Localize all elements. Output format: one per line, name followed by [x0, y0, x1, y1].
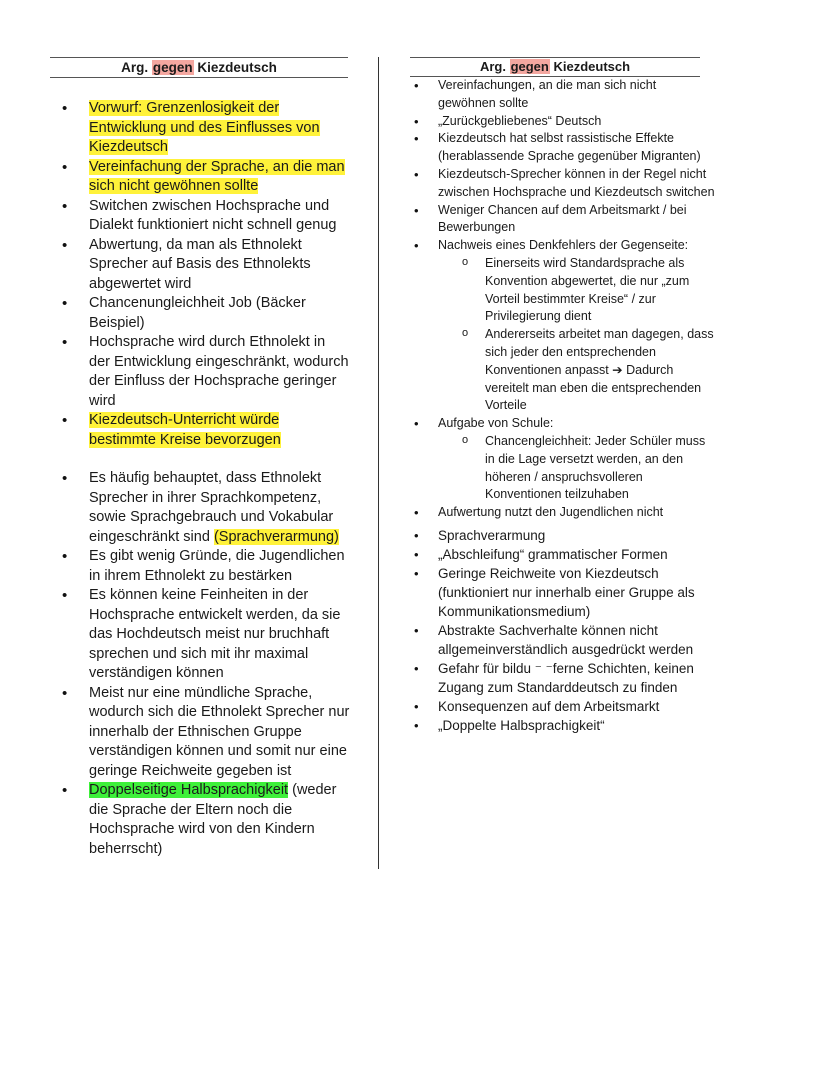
- list-item: • Vereinfachung der Sprache, an die man sich nicht gewöhnen sollte: [50, 158, 350, 197]
- list-item: • Vereinfachungen, an die man sich nicht gewöhnen sollte: [410, 77, 715, 113]
- left-header-prefix: Arg.: [121, 60, 149, 75]
- sub-list-item: o Einerseits wird Standardsprache als Konvention abgewertet, die nur „zum Vorteil bestimmter Kreise“ / zur Privilegierung dient: [438, 255, 715, 326]
- list-item: • Vorwurf: Grenzenlosigkeit der Entwicklung und des Einflusses von Kiezdeutsch: [50, 99, 350, 158]
- right-header-highlight: gegen: [510, 59, 549, 74]
- left-header: [50, 57, 348, 78]
- list-item: • Meist nur eine mündliche Sprache, wodurch sich die Ethnolekt Sprecher nur innerhalb der Ethnischen Gruppe verständigen können und somit nur eine geringe Reichweite gegeben ist: [50, 684, 350, 782]
- list-item: • Es können keine Feinheiten in der Hochsprache entwickelt werden, da sie das Hochdeutsch meist nur bruchhaft sprechen und sich mit ihr maximal verständigen können: [50, 586, 350, 684]
- right-column: [410, 57, 715, 735]
- left-list: [50, 99, 350, 859]
- list-item: • Konsequenzen auf dem Arbeitsmarkt: [410, 697, 715, 716]
- list-item: • Aufgabe von Schule: o Chancengleichheit: Jeder Schüler muss in die Lage versetzt werden, an den höheren / anspruchsvolleren Konventionen teilzuhaben: [410, 415, 715, 504]
- sub-list-item: o Chancengleichheit: Jeder Schüler muss in die Lage versetzt werden, an den höheren / anspruchsvolleren Konventionen teilzuhaben: [438, 433, 715, 504]
- right-list: [410, 77, 715, 735]
- sub-list: [438, 255, 715, 415]
- list-item: • Es häufig behauptet, dass Ethnolekt Sprecher in ihrer Sprachkompetenz, sowie Sprachgebrauch und Vokabular eingeschränkt sind (Sprachverarmung): [50, 469, 350, 547]
- list-item: • Kiezdeutsch-Sprecher können in der Regel nicht zwischen Hochsprache und Kiezdeutsch switchen: [410, 166, 715, 202]
- list-item: • Aufwertung nutzt den Jugendlichen nicht: [410, 504, 715, 522]
- column-divider: [378, 57, 379, 869]
- list-item: • „Doppelte Halbsprachigkeit“: [410, 716, 715, 735]
- left-column: [50, 57, 350, 859]
- right-header: [410, 57, 700, 77]
- list-item: • Abwertung, da man als Ethnolekt Sprecher auf Basis des Ethnolekts abgewertet wird: [50, 236, 350, 295]
- sub-list: [438, 433, 715, 504]
- list-item: • Switchen zwischen Hochsprache und Dialekt funktioniert nicht schnell genug: [50, 197, 350, 236]
- list-item: • „Zurückgebliebenes“ Deutsch: [410, 113, 715, 131]
- list-item: • Kiezdeutsch-Unterricht würde bestimmte Kreise bevorzugen: [50, 411, 350, 450]
- list-item: • „Abschleifung“ grammatischer Formen: [410, 545, 715, 564]
- list-item: • Es gibt wenig Gründe, die Jugendlichen in ihrem Ethnolekt zu bestärken: [50, 547, 350, 586]
- list-item: • Chancenungleichheit Job (Bäcker Beispiel): [50, 294, 350, 333]
- left-header-highlight: gegen: [152, 60, 193, 75]
- right-header-suffix: Kiezdeutsch: [553, 59, 631, 74]
- list-item: • Geringe Reichweite von Kiezdeutsch (funktioniert nur innerhalb einer Gruppe als Kommunikationsmedium): [410, 564, 715, 621]
- list-item: • Sprachverarmung: [410, 526, 715, 545]
- list-item: • Hochsprache wird durch Ethnolekt in der Entwicklung eingeschränkt, wodurch der Einfluss der Hochsprache geringer wird: [50, 333, 350, 411]
- list-item: • Nachweis eines Denkfehlers der Gegenseite: o Einerseits wird Standardsprache als Konvention abgewertet, die nur „zum Vorteil bestimmter Kreise“ / zur Privilegierung dient o Andererseits arbeitet man dagegen, dass sich jeder den entsprechenden Konventionen anpasst ➔ Dadurch vereitelt man eben die entsprechenden Vorteile: [410, 237, 715, 415]
- list-item: • Gefahr für bildu ⁻ ⁻ferne Schichten, keinen Zugang zum Standarddeutsch zu finden: [410, 659, 715, 697]
- left-header-suffix: Kiezdeutsch: [197, 60, 277, 75]
- list-item: • Abstrakte Sachverhalte können nicht allgemeinverständlich ausgedrückt werden: [410, 621, 715, 659]
- right-header-prefix: Arg.: [479, 59, 506, 74]
- list-item: • Kiezdeutsch hat selbst rassistische Effekte (herablassende Sprache gegenüber Migranten): [410, 130, 715, 166]
- list-item: • Weniger Chancen auf dem Arbeitsmarkt / bei Bewerbungen: [410, 202, 715, 238]
- list-item: • Doppelseitige Halbsprachigkeit (weder die Sprache der Eltern noch die Hochsprache wird von den Kindern beherrscht): [50, 781, 350, 859]
- sub-list-item: o Andererseits arbeitet man dagegen, dass sich jeder den entsprechenden Konventionen anpasst ➔ Dadurch vereitelt man eben die entsprechenden Vorteile: [438, 326, 715, 415]
